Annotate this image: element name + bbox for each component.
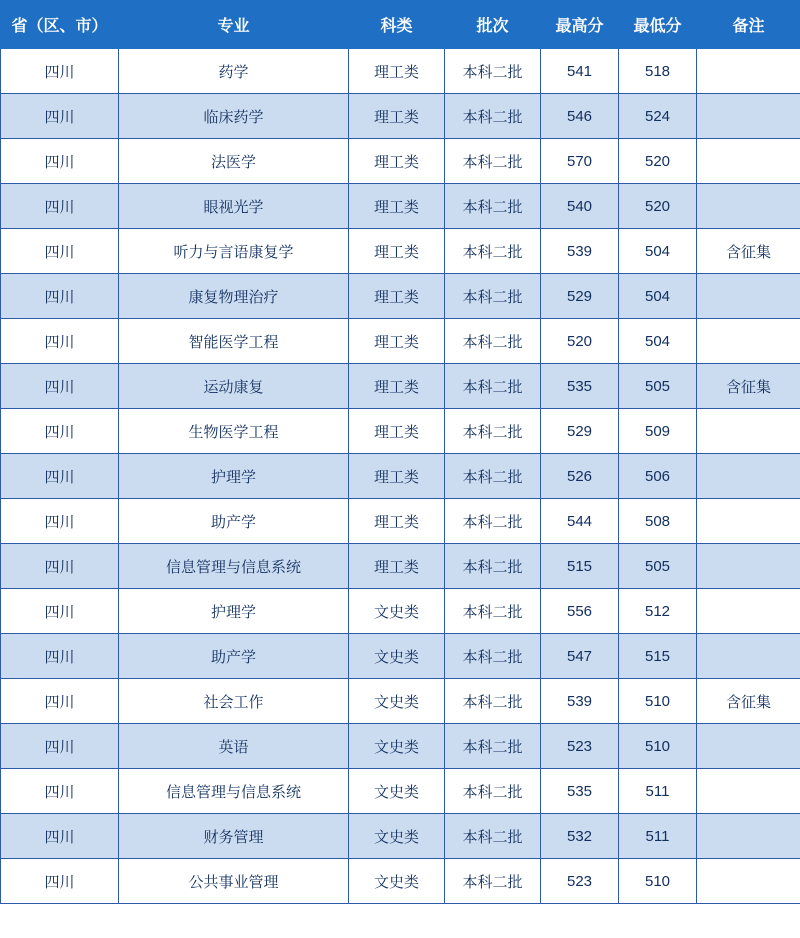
cell-highest-score: 546 — [541, 94, 619, 139]
cell-province: 四川 — [1, 364, 119, 409]
cell-province: 四川 — [1, 319, 119, 364]
cell-major: 临床药学 — [119, 94, 349, 139]
cell-highest-score: 523 — [541, 724, 619, 769]
cell-batch: 本科二批 — [445, 454, 541, 499]
cell-major: 护理学 — [119, 454, 349, 499]
table-row — [1, 859, 800, 904]
cell-province: 四川 — [1, 229, 119, 274]
cell-batch: 本科二批 — [445, 364, 541, 409]
cell-province: 四川 — [1, 274, 119, 319]
cell-province: 四川 — [1, 499, 119, 544]
cell-batch: 本科二批 — [445, 589, 541, 634]
table-row — [1, 454, 800, 499]
cell-province: 四川 — [1, 94, 119, 139]
table-row — [1, 319, 800, 364]
cell-remark — [697, 319, 800, 364]
cell-category: 文史类 — [349, 634, 445, 679]
cell-batch: 本科二批 — [445, 769, 541, 814]
cell-batch: 本科二批 — [445, 724, 541, 769]
cell-remark — [697, 409, 800, 454]
cell-major: 信息管理与信息系统 — [119, 544, 349, 589]
cell-batch: 本科二批 — [445, 139, 541, 184]
cell-batch: 本科二批 — [445, 409, 541, 454]
cell-lowest-score: 504 — [619, 319, 697, 364]
table-row — [1, 364, 800, 409]
cell-major: 财务管理 — [119, 814, 349, 859]
cell-lowest-score: 506 — [619, 454, 697, 499]
cell-lowest-score: 504 — [619, 229, 697, 274]
cell-highest-score: 535 — [541, 364, 619, 409]
table-row — [1, 184, 800, 229]
cell-highest-score: 541 — [541, 49, 619, 94]
cell-category: 文史类 — [349, 679, 445, 724]
cell-lowest-score: 524 — [619, 94, 697, 139]
table-row — [1, 589, 800, 634]
table-row — [1, 814, 800, 859]
cell-province: 四川 — [1, 544, 119, 589]
cell-remark — [697, 769, 800, 814]
cell-highest-score: 526 — [541, 454, 619, 499]
cell-category: 理工类 — [349, 409, 445, 454]
cell-highest-score: 515 — [541, 544, 619, 589]
table-row — [1, 499, 800, 544]
table-row — [1, 229, 800, 274]
cell-major: 眼视光学 — [119, 184, 349, 229]
cell-remark — [697, 724, 800, 769]
cell-remark — [697, 814, 800, 859]
cell-highest-score: 535 — [541, 769, 619, 814]
cell-remark — [697, 859, 800, 904]
column-header-highest-score: 最高分 — [541, 1, 619, 49]
cell-highest-score: 529 — [541, 409, 619, 454]
cell-province: 四川 — [1, 139, 119, 184]
cell-major: 助产学 — [119, 634, 349, 679]
cell-category: 理工类 — [349, 454, 445, 499]
cell-lowest-score: 504 — [619, 274, 697, 319]
table-row — [1, 409, 800, 454]
table-row — [1, 769, 800, 814]
cell-category: 理工类 — [349, 184, 445, 229]
cell-batch: 本科二批 — [445, 544, 541, 589]
cell-province: 四川 — [1, 634, 119, 679]
cell-remark — [697, 634, 800, 679]
cell-category: 理工类 — [349, 319, 445, 364]
cell-major: 药学 — [119, 49, 349, 94]
cell-lowest-score: 508 — [619, 499, 697, 544]
cell-category: 文史类 — [349, 859, 445, 904]
table-header-row — [1, 1, 800, 49]
column-header-province: 省（区、市） — [1, 1, 119, 49]
cell-remark: 含征集 — [697, 229, 800, 274]
cell-major: 听力与言语康复学 — [119, 229, 349, 274]
cell-province: 四川 — [1, 49, 119, 94]
cell-major: 法医学 — [119, 139, 349, 184]
cell-lowest-score: 509 — [619, 409, 697, 454]
cell-lowest-score: 518 — [619, 49, 697, 94]
cell-province: 四川 — [1, 409, 119, 454]
cell-lowest-score: 515 — [619, 634, 697, 679]
cell-batch: 本科二批 — [445, 94, 541, 139]
cell-category: 理工类 — [349, 229, 445, 274]
column-header-major: 专业 — [119, 1, 349, 49]
cell-highest-score: 570 — [541, 139, 619, 184]
cell-major: 公共事业管理 — [119, 859, 349, 904]
cell-major: 运动康复 — [119, 364, 349, 409]
cell-major: 生物医学工程 — [119, 409, 349, 454]
cell-lowest-score: 511 — [619, 814, 697, 859]
cell-highest-score: 539 — [541, 229, 619, 274]
cell-lowest-score: 512 — [619, 589, 697, 634]
cell-category: 文史类 — [349, 589, 445, 634]
cell-lowest-score: 511 — [619, 769, 697, 814]
table-row — [1, 679, 800, 724]
cell-lowest-score: 510 — [619, 859, 697, 904]
table-row — [1, 274, 800, 319]
column-header-lowest-score: 最低分 — [619, 1, 697, 49]
cell-province: 四川 — [1, 724, 119, 769]
cell-remark — [697, 49, 800, 94]
column-header-remark: 备注 — [697, 1, 800, 49]
cell-highest-score: 539 — [541, 679, 619, 724]
table-row — [1, 49, 800, 94]
cell-province: 四川 — [1, 184, 119, 229]
table-header — [1, 1, 800, 49]
cell-province: 四川 — [1, 589, 119, 634]
table-row — [1, 724, 800, 769]
cell-category: 理工类 — [349, 139, 445, 184]
cell-remark — [697, 274, 800, 319]
cell-batch: 本科二批 — [445, 814, 541, 859]
cell-highest-score: 540 — [541, 184, 619, 229]
cell-batch: 本科二批 — [445, 319, 541, 364]
column-header-category: 科类 — [349, 1, 445, 49]
cell-remark — [697, 454, 800, 499]
table-row — [1, 634, 800, 679]
cell-category: 文史类 — [349, 724, 445, 769]
cell-major: 社会工作 — [119, 679, 349, 724]
cell-lowest-score: 510 — [619, 724, 697, 769]
cell-highest-score: 544 — [541, 499, 619, 544]
cell-province: 四川 — [1, 859, 119, 904]
cell-category: 理工类 — [349, 499, 445, 544]
cell-category: 理工类 — [349, 544, 445, 589]
cell-highest-score: 556 — [541, 589, 619, 634]
cell-category: 文史类 — [349, 769, 445, 814]
cell-lowest-score: 505 — [619, 364, 697, 409]
table-row — [1, 139, 800, 184]
cell-remark — [697, 184, 800, 229]
cell-category: 理工类 — [349, 364, 445, 409]
cell-category: 理工类 — [349, 94, 445, 139]
cell-highest-score: 523 — [541, 859, 619, 904]
cell-highest-score: 547 — [541, 634, 619, 679]
cell-batch: 本科二批 — [445, 229, 541, 274]
table-row — [1, 544, 800, 589]
cell-major: 智能医学工程 — [119, 319, 349, 364]
cell-batch: 本科二批 — [445, 859, 541, 904]
cell-category: 理工类 — [349, 274, 445, 319]
cell-province: 四川 — [1, 769, 119, 814]
cell-remark — [697, 544, 800, 589]
cell-remark: 含征集 — [697, 679, 800, 724]
cell-remark — [697, 499, 800, 544]
cell-major: 助产学 — [119, 499, 349, 544]
cell-category: 理工类 — [349, 49, 445, 94]
cell-batch: 本科二批 — [445, 634, 541, 679]
table-body — [1, 49, 800, 904]
cell-batch: 本科二批 — [445, 679, 541, 724]
cell-batch: 本科二批 — [445, 49, 541, 94]
cell-remark — [697, 589, 800, 634]
cell-lowest-score: 520 — [619, 139, 697, 184]
cell-lowest-score: 520 — [619, 184, 697, 229]
cell-remark — [697, 139, 800, 184]
cell-province: 四川 — [1, 814, 119, 859]
cell-major: 英语 — [119, 724, 349, 769]
cell-highest-score: 532 — [541, 814, 619, 859]
cell-batch: 本科二批 — [445, 274, 541, 319]
cell-lowest-score: 505 — [619, 544, 697, 589]
cell-highest-score: 520 — [541, 319, 619, 364]
table-row — [1, 94, 800, 139]
cell-lowest-score: 510 — [619, 679, 697, 724]
cell-province: 四川 — [1, 679, 119, 724]
cell-major: 信息管理与信息系统 — [119, 769, 349, 814]
cell-remark — [697, 94, 800, 139]
cell-batch: 本科二批 — [445, 184, 541, 229]
cell-category: 文史类 — [349, 814, 445, 859]
column-header-batch: 批次 — [445, 1, 541, 49]
cell-province: 四川 — [1, 454, 119, 499]
cell-batch: 本科二批 — [445, 499, 541, 544]
cell-highest-score: 529 — [541, 274, 619, 319]
cell-remark: 含征集 — [697, 364, 800, 409]
cell-major: 护理学 — [119, 589, 349, 634]
cell-major: 康复物理治疗 — [119, 274, 349, 319]
